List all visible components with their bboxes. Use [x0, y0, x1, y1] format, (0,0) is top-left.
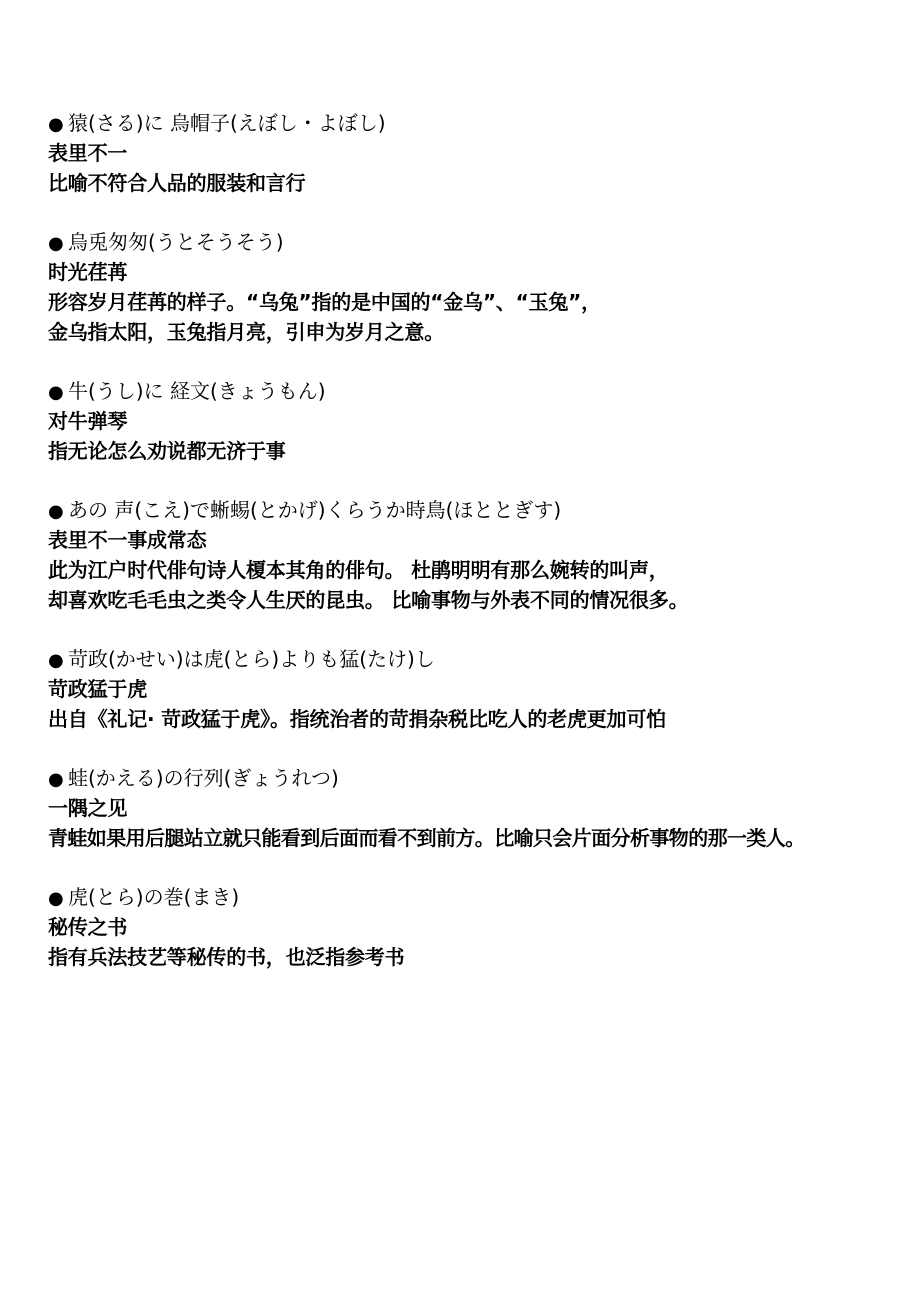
entry-title [48, 376, 904, 406]
glossary-entry [48, 376, 904, 466]
entry-title-text: 苛政(かせい)は虎(とら)よりも猛(たけ)し [68, 647, 435, 671]
bullet-icon: ● [48, 888, 64, 909]
entry-explanation: 比喻不符合人品的服装和言行 [48, 171, 306, 195]
bullet-icon: ● [48, 501, 64, 522]
entry-meaning: 对牛弹琴 [48, 409, 128, 433]
entry-meaning: 一隅之见 [48, 796, 128, 820]
entry-meaning: 秘传之书 [48, 915, 128, 939]
glossary-entry [48, 763, 904, 853]
glossary-entry [48, 882, 904, 972]
entry-meaning: 时光荏苒 [48, 260, 128, 284]
entry-meaning: 表里不一 [48, 141, 128, 165]
bullet-icon: ● [48, 233, 64, 254]
entry-title-text: 牛(うし)に 経文(きょうもん) [68, 379, 326, 403]
entry-title [48, 644, 904, 674]
entry-title [48, 108, 904, 138]
bullet-icon: ● [48, 650, 64, 671]
entry-title [48, 763, 904, 793]
entry-meaning: 表里不一事成常态 [48, 528, 207, 552]
entry-explanation: 指无论怎么劝说都无济于事 [48, 439, 286, 463]
entry-title [48, 882, 904, 912]
entry-explanation: 指有兵法技艺等秘传的书，也泛指参考书 [48, 945, 405, 969]
bullet-icon: ● [48, 114, 64, 135]
entry-title [48, 227, 904, 257]
entry-title-text: 猿(さる)に 烏帽子(えぼし・よぼし) [68, 111, 386, 135]
glossary-entry [48, 227, 904, 347]
entry-meaning: 苛政猛于虎 [48, 677, 147, 701]
entry-explanation: 青蛙如果用后腿站立就只能看到后面而看不到前方。比喻只会片面分析事物的那一类人。 [48, 826, 805, 850]
entry-explanation: 金乌指太阳，玉兔指月亮，引申为岁月之意。 [48, 320, 444, 344]
entry-explanation: 却喜欢吃毛毛虫之类令人生厌的昆虫。 比喻事物与外表不同的情况很多。 [48, 588, 689, 612]
entry-title-text: 烏兎匆匆(うとそうそう) [68, 230, 284, 254]
bullet-icon: ● [48, 769, 64, 790]
entry-title-text: 虎(とら)の巻(まき) [68, 885, 240, 909]
entry-title-text: 蛙(かえる)の行列(ぎょうれつ) [68, 766, 339, 790]
glossary-entry [48, 495, 904, 615]
entry-title-text: あの 声(こえ)で蜥蜴(とかげ)くらうか時鳥(ほととぎす) [68, 498, 562, 522]
glossary-entry [48, 644, 904, 734]
glossary-list [48, 108, 904, 1001]
glossary-entry [48, 108, 904, 198]
bullet-icon: ● [48, 382, 64, 403]
entry-explanation: 形容岁月荏苒的样子。“乌兔”指的是中国的“金乌”、“玉兔”， [48, 290, 601, 314]
entry-title [48, 495, 904, 525]
entry-explanation: 此为江户时代俳句诗人榎本其角的俳句。 杜鹃明明有那么婉转的叫声， [48, 558, 669, 582]
entry-explanation: 出自《礼记· 苛政猛于虎》。指统治者的苛捐杂税比吃人的老虎更加可怕 [48, 707, 666, 731]
